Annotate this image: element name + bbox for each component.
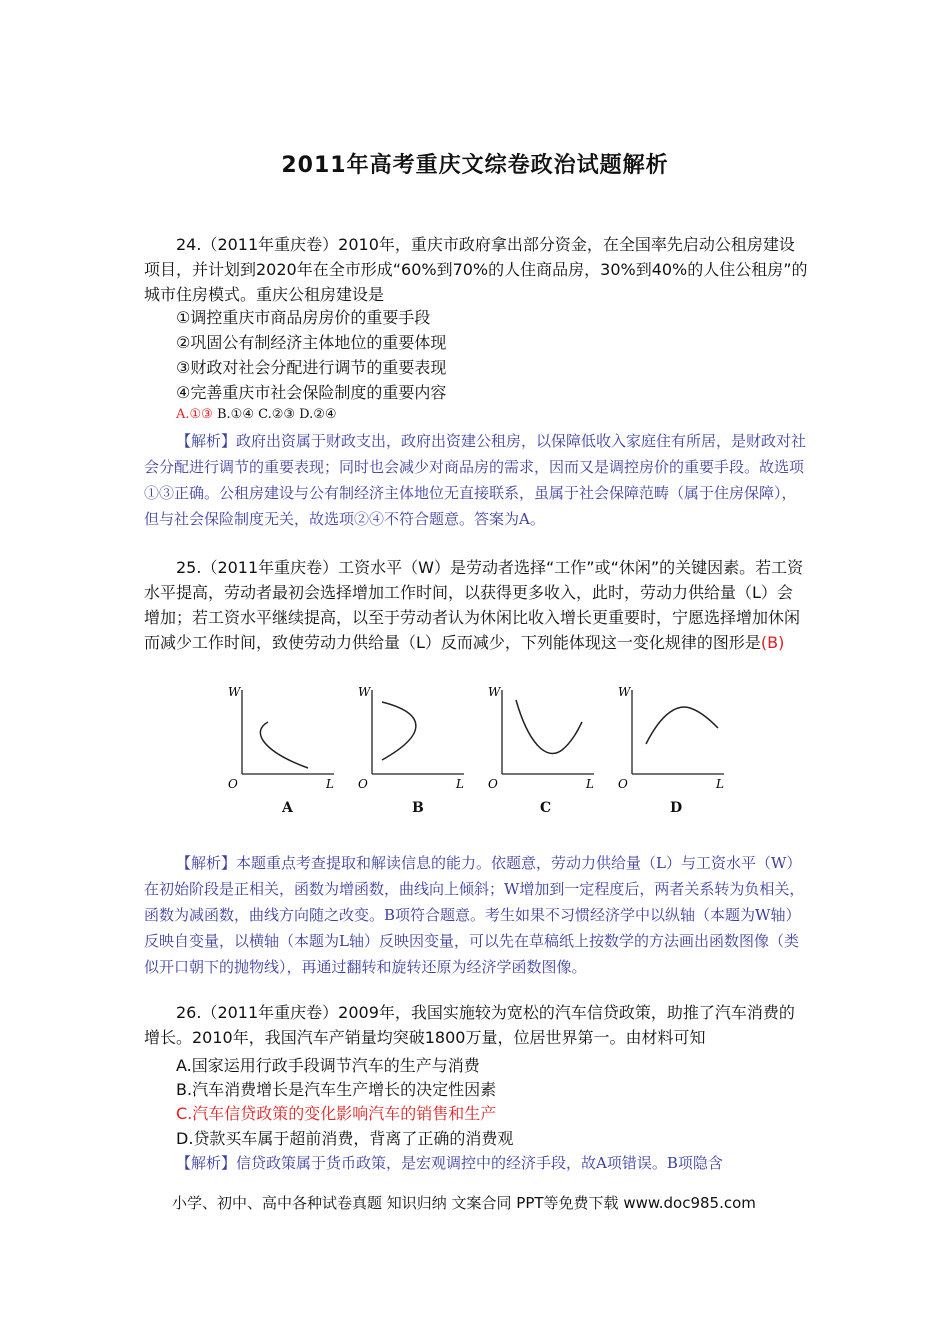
graph-d-origin: O [618, 777, 628, 791]
q25-stem [144, 555, 808, 655]
q24-option-a: A.①③ [176, 407, 213, 422]
q24-stem: 24.（2011年重庆卷）2010年，重庆市政府拿出部分资金，在全国率先启动公租房建设项目，并计划到2020年在全市形成“60%到70%的人住商品房，30%到40%的人住公租房”的城市住房模式。重庆公租房建设是 [144, 235, 808, 304]
graph-b-label: B [412, 800, 424, 816]
q24-item-1: ①调控重庆市商品房房价的重要手段 [176, 308, 431, 327]
footer: 小学、初中、高中各种试卷真题 知识归纳 文案合同 PPT等免费下载 www.doc985.com [172, 1194, 756, 1212]
graph-a-origin: O [228, 777, 238, 791]
q24-item-4: ④完善重庆市社会保险制度的重要内容 [176, 383, 447, 402]
graph-d [612, 682, 732, 796]
graph-d-x-label: L [716, 777, 724, 791]
q26-option-c: C.汽车信贷政策的变化影响汽车的销售和生产 [176, 1104, 497, 1123]
graph-a [222, 682, 342, 796]
graph-d-svg [612, 682, 732, 792]
graph-c-x-label: L [586, 777, 594, 791]
q24-options [176, 407, 337, 422]
graph-c-svg [482, 682, 602, 792]
q26-option-b: B.汽车消费增长是汽车生产增长的决定性因素 [176, 1080, 497, 1099]
graph-b-x-label: L [456, 777, 464, 791]
graph-a-y-label: W [228, 685, 241, 699]
graph-c-y-label: W [488, 685, 501, 699]
q24-option-rest: B.①④ C.②③ D.②④ [212, 407, 337, 422]
page-title: 2011年高考重庆文综卷政治试题解析 [281, 153, 669, 178]
q24-analysis: 【解析】政府出资属于财政支出，政府出资建公租房，以保障低收入家庭住有所居，是财政对社会分配进行调节的重要表现；同时也会减少对商品房的需求，因而又是调控房价的重要手段。故选项①③正确。公租房建设与公有制经济主体地位无直接联系，虽属于社会保障范畴（属于住房保障），但与社会保险制度无关，故选项②④不符合题意。答案为A。 [144, 432, 807, 528]
graph-b-svg [352, 682, 472, 792]
graph-b [352, 682, 472, 796]
graph-b-y-label: W [358, 685, 371, 699]
graph-d-label: D [670, 800, 683, 816]
graph-b-curve [382, 702, 416, 760]
q24-item-2: ②巩固公有制经济主体地位的重要体现 [176, 333, 447, 352]
q26-option-a: A.国家运用行政手段调节汽车的生产与消费 [176, 1056, 480, 1075]
q25-answer: (B) [760, 633, 785, 652]
graph-c-origin: O [488, 777, 498, 791]
q26-option-d: D.贷款买车属于超前消费，背离了正确的消费观 [176, 1129, 514, 1148]
q25-analysis: 【解析】本题重点考查提取和解读信息的能力。依题意，劳动力供给量（L）与工资水平（W）在初始阶段是正相关，函数为增函数，曲线向上倾斜；W增加到一定程度后，两者关系转为负相关，函数为减函数，曲线方向随之改变。B项符合题意。考生如果不习惯经济学中以纵轴（本题为W轴）反映自变量，以横轴（本题为L轴）反映因变量，可以先在草稿纸上按数学的方法画出函数图像（类似开口朝下的抛物线），再通过翻转和旋转还原为经济学函数图像。 [144, 854, 805, 976]
graph-c-curve [516, 700, 582, 753]
graph-a-curve [260, 722, 308, 768]
q26-stem: 26.（2011年重庆卷）2009年，我国实施较为宽松的汽车信贷政策，助推了汽车消费的增长。2010年，我国汽车产销量均突破1800万量，位居世界第一。由材料可知 [144, 1003, 795, 1047]
graph-a-label: A [282, 800, 293, 816]
graph-a-svg [222, 682, 342, 792]
graph-d-curve [646, 707, 718, 744]
graph-d-y-label: W [618, 685, 631, 699]
graph-c-label: C [540, 800, 552, 816]
graph-c [482, 682, 602, 796]
q25-stem-text: 25.（2011年重庆卷）工资水平（W）是劳动者选择“工作”或“休闲”的关键因素。若工资水平提高，劳动者最初会选择增加工作时间，以获得更多收入，此时，劳动力供给量（L）会增加；若工资水平继续提高，以至于劳动者认为休闲比收入增长更重要时，宁愿选择增加休闲而减少工作时间，致使劳动力供给量（L）反而减少，下列能体现这一变化规律的图形是 [144, 558, 804, 652]
graph-b-origin: O [358, 777, 368, 791]
graph-a-x-label: L [326, 777, 334, 791]
q24-item-3: ③财政对社会分配进行调节的重要表现 [176, 358, 447, 377]
q26-analysis: 【解析】信贷政策属于货币政策，是宏观调控中的经济手段，故A项错误。B项隐含 [176, 1154, 723, 1172]
